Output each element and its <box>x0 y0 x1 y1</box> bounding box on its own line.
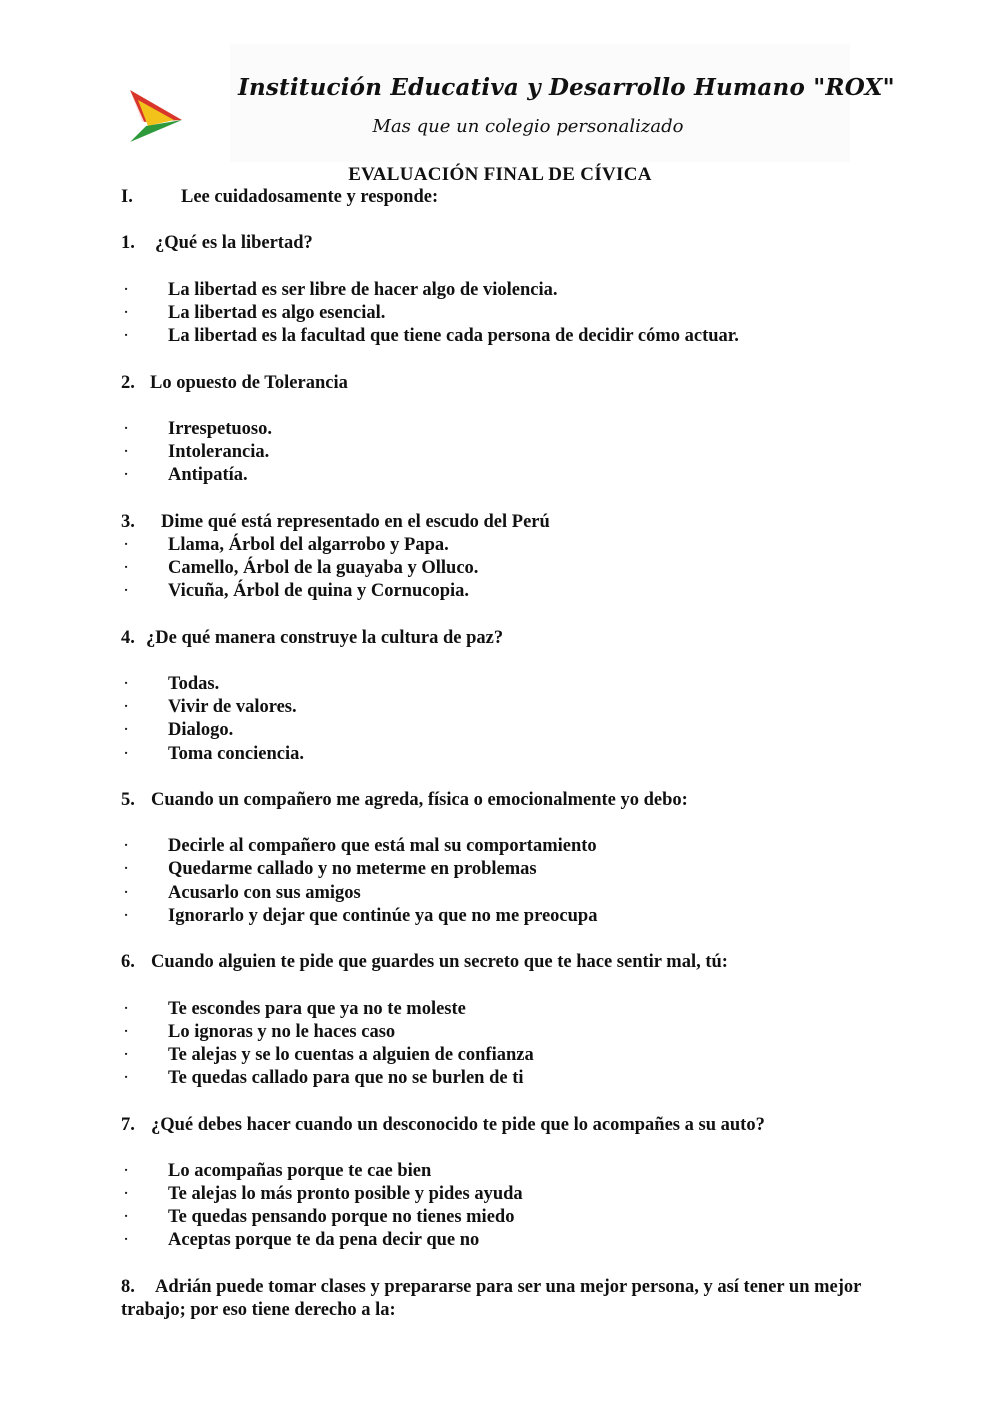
question-7 <box>121 1114 881 1137</box>
question-number: 1. <box>121 233 135 254</box>
question-text: Adrián puede tomar clases y prepararse para ser una mejor persona, y así tener un mejor trabajo; por eso tiene derecho a la: <box>121 1276 862 1321</box>
list-item: · Todas. <box>123 673 220 694</box>
questions-section <box>121 186 881 1322</box>
list-item: · Ignorarlo y dejar que continúe ya que no me preocupa <box>123 905 598 926</box>
question-number: 5. <box>121 789 135 810</box>
list-item: · Vivir de valores. <box>123 697 297 718</box>
question-8 <box>121 1276 881 1322</box>
list-item: · La libertad es ser libre de hacer algo de violencia. <box>123 279 558 300</box>
question-text: Cuando alguien te pide que guardes un secreto que te hace sentir mal, tú: <box>151 952 728 973</box>
list-item: · La libertad es algo esencial. <box>123 302 386 323</box>
question-number: 6. <box>121 952 135 973</box>
list-item: · Te quedas callado para que no se burlen de ti <box>123 1068 524 1089</box>
list-item: · Toma conciencia. <box>123 743 305 764</box>
question-text: ¿Qué es la libertad? <box>155 233 313 254</box>
question-4 <box>121 627 881 650</box>
question-number: 4. <box>121 627 135 648</box>
list-item: · Lo ignoras y no le haces caso <box>123 1021 396 1042</box>
section-instruction: Lee cuidadosamente y responde: <box>181 187 439 207</box>
header-banner <box>230 44 895 162</box>
question-3 <box>121 511 881 534</box>
list-item: · Te escondes para que ya no te moleste <box>123 998 466 1019</box>
question-text: ¿Qué debes hacer cuando un desconocido te pide que lo acompañes a su auto? <box>151 1114 765 1135</box>
question-text: ¿De qué manera construye la cultura de paz? <box>146 627 504 648</box>
section-number: I. <box>121 187 133 207</box>
list-item: · Antipatía. <box>123 465 248 486</box>
question-text: Cuando un compañero me agreda, física o emocionalmente yo debo: <box>151 789 688 810</box>
list-item: · Decirle al compañero que está mal su comportamiento <box>123 836 597 857</box>
page-title: EVALUACIÓN FINAL DE CÍVICA <box>348 164 652 185</box>
list-item: · Te alejas y se lo cuentas a alguien de confianza <box>123 1044 534 1065</box>
question-number: 2. <box>121 372 135 393</box>
institution-name: Institución Educativa y Desarrollo Humano "ROX" <box>238 74 895 101</box>
list-item: · Intolerancia. <box>123 442 270 463</box>
list-item: · Dialogo. <box>123 720 234 741</box>
question-number: 8. <box>121 1276 135 1297</box>
question-text: Dime qué está representado en el escudo del Perú <box>161 511 550 532</box>
list-item: · Lo acompañas porque te cae bien <box>123 1160 432 1181</box>
list-item: · Camello, Árbol de la guayaba y Olluco. <box>123 558 479 578</box>
question-number: 3. <box>121 511 135 532</box>
school-slogan: Mas que un colegio personalizado <box>372 116 684 137</box>
list-item: · Aceptas porque te da pena decir que no <box>123 1230 480 1251</box>
question-2 <box>121 372 881 395</box>
list-item: · Vicuña, Árbol de quina y Cornucopia. <box>123 581 470 602</box>
list-item: · La libertad es la facultad que tiene cada persona de decidir cómo actuar. <box>123 326 739 347</box>
school-header <box>120 44 895 162</box>
list-item: · Acusarlo con sus amigos <box>123 882 361 903</box>
question-number: 7. <box>121 1114 135 1135</box>
question-5 <box>121 789 881 812</box>
list-item: · Irrespetuoso. <box>123 418 272 439</box>
question-1 <box>121 232 881 255</box>
list-item: · Quedarme callado y no meterme en problemas <box>123 859 537 880</box>
question-text: Lo opuesto de Tolerancia <box>150 372 348 393</box>
section-heading <box>121 186 881 209</box>
list-item: · Te quedas pensando porque no tienes miedo <box>123 1207 515 1228</box>
question-6 <box>121 951 881 974</box>
list-item: · Te alejas lo más pronto posible y pides ayuda <box>123 1184 523 1205</box>
school-logo-icon <box>124 86 184 146</box>
list-item: · Llama, Árbol del algarrobo y Papa. <box>123 534 449 555</box>
